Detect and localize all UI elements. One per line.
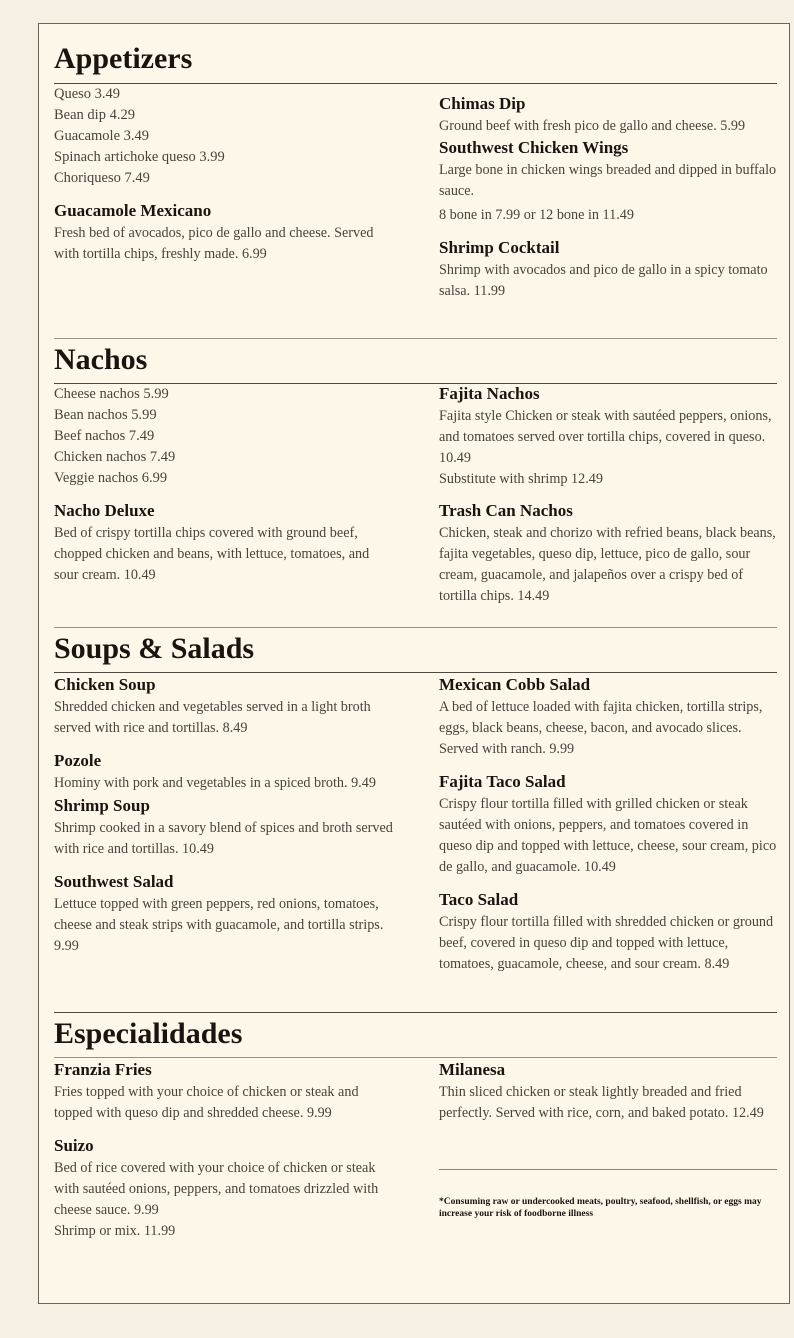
item-name: Mexican Cobb Salad	[439, 675, 591, 694]
menu-line: Bean dip 4.29	[54, 107, 135, 123]
item-description: Crispy flour tortilla filled with grilled chicken or steak sautéed with onions, peppers, and tomatoes covered in queso dip and topped with lettuce, cheese, sour cream, pico de gallo, and guacamole. 10.49	[439, 796, 777, 875]
item-name: Shrimp Cocktail	[439, 238, 560, 257]
food-safety-note: *Consuming raw or undercooked meats, poultry, seafood, shellfish, or eggs may increase your risk of foodborne illness	[439, 1197, 762, 1219]
section-top-divider	[54, 338, 777, 339]
menu-line: Guacamole 3.49	[54, 128, 150, 144]
menu-line: Bean nachos 5.99	[54, 407, 157, 423]
item-description: Thin sliced chicken or steak lightly breaded and fried perfectly. Served with rice, corn, and baked potato. 12.49	[439, 1084, 764, 1121]
nachos-right-column	[439, 384, 777, 607]
especialidades-right-column	[439, 1060, 777, 1124]
appetizers-left-column	[54, 84, 394, 265]
item-description: Fajita style Chicken or steak with sautéed peppers, onions, and tomatoes served over tortilla chips, covered in queso. 10.49	[439, 408, 772, 466]
item-description: Fries topped with your choice of chicken or steak and topped with queso dip and shredded cheese. 9.99	[54, 1084, 359, 1121]
item-name: Chimas Dip	[439, 94, 526, 113]
item-description: Ground beef with fresh pico de gallo and cheese. 5.99	[439, 118, 746, 134]
item-name: Taco Salad	[439, 890, 519, 909]
item-description: A bed of lettuce loaded with fajita chicken, tortilla strips, eggs, black beans, cheese, bacon, and avocado slices. Served with ranch. 9.99	[439, 699, 763, 757]
item-description: Shrimp with avocados and pico de gallo in a spicy tomato salsa. 11.99	[439, 262, 768, 299]
item-description: Lettuce topped with green peppers, red onions, tomatoes, cheese and steak strips with guacamole, and tortilla strips. 9.99	[54, 896, 384, 954]
item-name: Southwest Chicken Wings	[439, 138, 629, 157]
especialidades-left-column	[54, 1060, 394, 1242]
item-substitute: Substitute with shrimp 12.49	[439, 471, 603, 487]
item-name: Guacamole Mexicano	[54, 201, 212, 220]
item-name: Fajita Taco Salad	[439, 772, 566, 791]
item-description: Hominy with pork and vegetables in a spiced broth. 9.49	[54, 775, 376, 791]
menu-page	[38, 23, 790, 1304]
menu-line: Queso 3.49	[54, 86, 121, 102]
section-title: Nachos	[54, 343, 148, 376]
section-title: Soups & Salads	[54, 632, 255, 665]
item-name: Milanesa	[439, 1060, 506, 1079]
item-description: Shrimp cooked in a savory blend of spices and broth served with rice and tortillas. 10.49	[54, 820, 393, 857]
especialidades-section	[54, 1012, 777, 1239]
item-name: Pozole	[54, 751, 102, 770]
soups-left-column	[54, 675, 394, 957]
item-name: Shrimp Soup	[54, 796, 150, 815]
appetizers-section	[54, 42, 777, 299]
menu-line: Beef nachos 7.49	[54, 428, 155, 444]
menu-line: Chicken nachos 7.49	[54, 449, 176, 465]
section-divider	[54, 1057, 777, 1058]
item-description: Fresh bed of avocados, pico de gallo and cheese. Served with tortilla chips, freshly made. 6.99	[54, 225, 374, 262]
item-description: Crispy flour tortilla filled with shredded chicken or ground beef, covered in queso dip and topped with lettuce, tomatoes, guacamole, cheese, and sour cream. 8.49	[439, 914, 774, 972]
soups-salads-section	[54, 627, 777, 972]
menu-line: Spinach artichoke queso 3.99	[54, 149, 225, 165]
item-name: Trash Can Nachos	[439, 501, 573, 520]
soups-right-column	[439, 675, 777, 975]
menu-line: Choriqueso 7.49	[54, 170, 150, 186]
section-title: Appetizers	[54, 42, 193, 75]
item-extra: Shrimp or mix. 11.99	[54, 1223, 176, 1239]
item-description: Shredded chicken and vegetables served in a light broth served with rice and tortillas. 8.49	[54, 699, 371, 736]
item-name: Nacho Deluxe	[54, 501, 155, 520]
item-name: Southwest Salad	[54, 872, 174, 891]
nachos-left-column	[54, 384, 394, 586]
item-name: Franzia Fries	[54, 1060, 152, 1079]
section-top-divider	[54, 627, 777, 628]
item-description: Chicken, steak and chorizo with refried beans, black beans, fajita vegetables, queso dip, lettuce, pico de gallo, sour cream, guacamole, and jalapeños over a crispy bed of tortilla chips. 14.49	[439, 525, 776, 604]
nachos-section	[54, 338, 777, 604]
section-top-divider	[54, 1012, 777, 1013]
item-prices: 8 bone in 7.99 or 12 bone in 11.49	[439, 207, 634, 223]
item-description: Bed of rice covered with your choice of chicken or steak with sautéed onions, peppers, and tomatoes drizzled with cheese sauce. 9.99	[54, 1160, 379, 1218]
item-description: Bed of crispy tortilla chips covered with ground beef, chopped chicken and beans, with lettuce, tomatoes, and sour cream. 10.49	[54, 525, 370, 583]
section-divider	[54, 672, 777, 673]
item-name: Fajita Nachos	[439, 384, 540, 403]
section-title: Especialidades	[54, 1017, 243, 1050]
note-divider	[439, 1169, 777, 1170]
item-description: Large bone in chicken wings breaded and dipped in buffalo sauce.	[439, 162, 777, 199]
menu-line: Cheese nachos 5.99	[54, 386, 169, 402]
appetizers-right-column	[439, 94, 777, 302]
item-name: Chicken Soup	[54, 675, 156, 694]
item-name: Suizo	[54, 1136, 94, 1155]
menu-line: Veggie nachos 6.99	[54, 470, 168, 486]
